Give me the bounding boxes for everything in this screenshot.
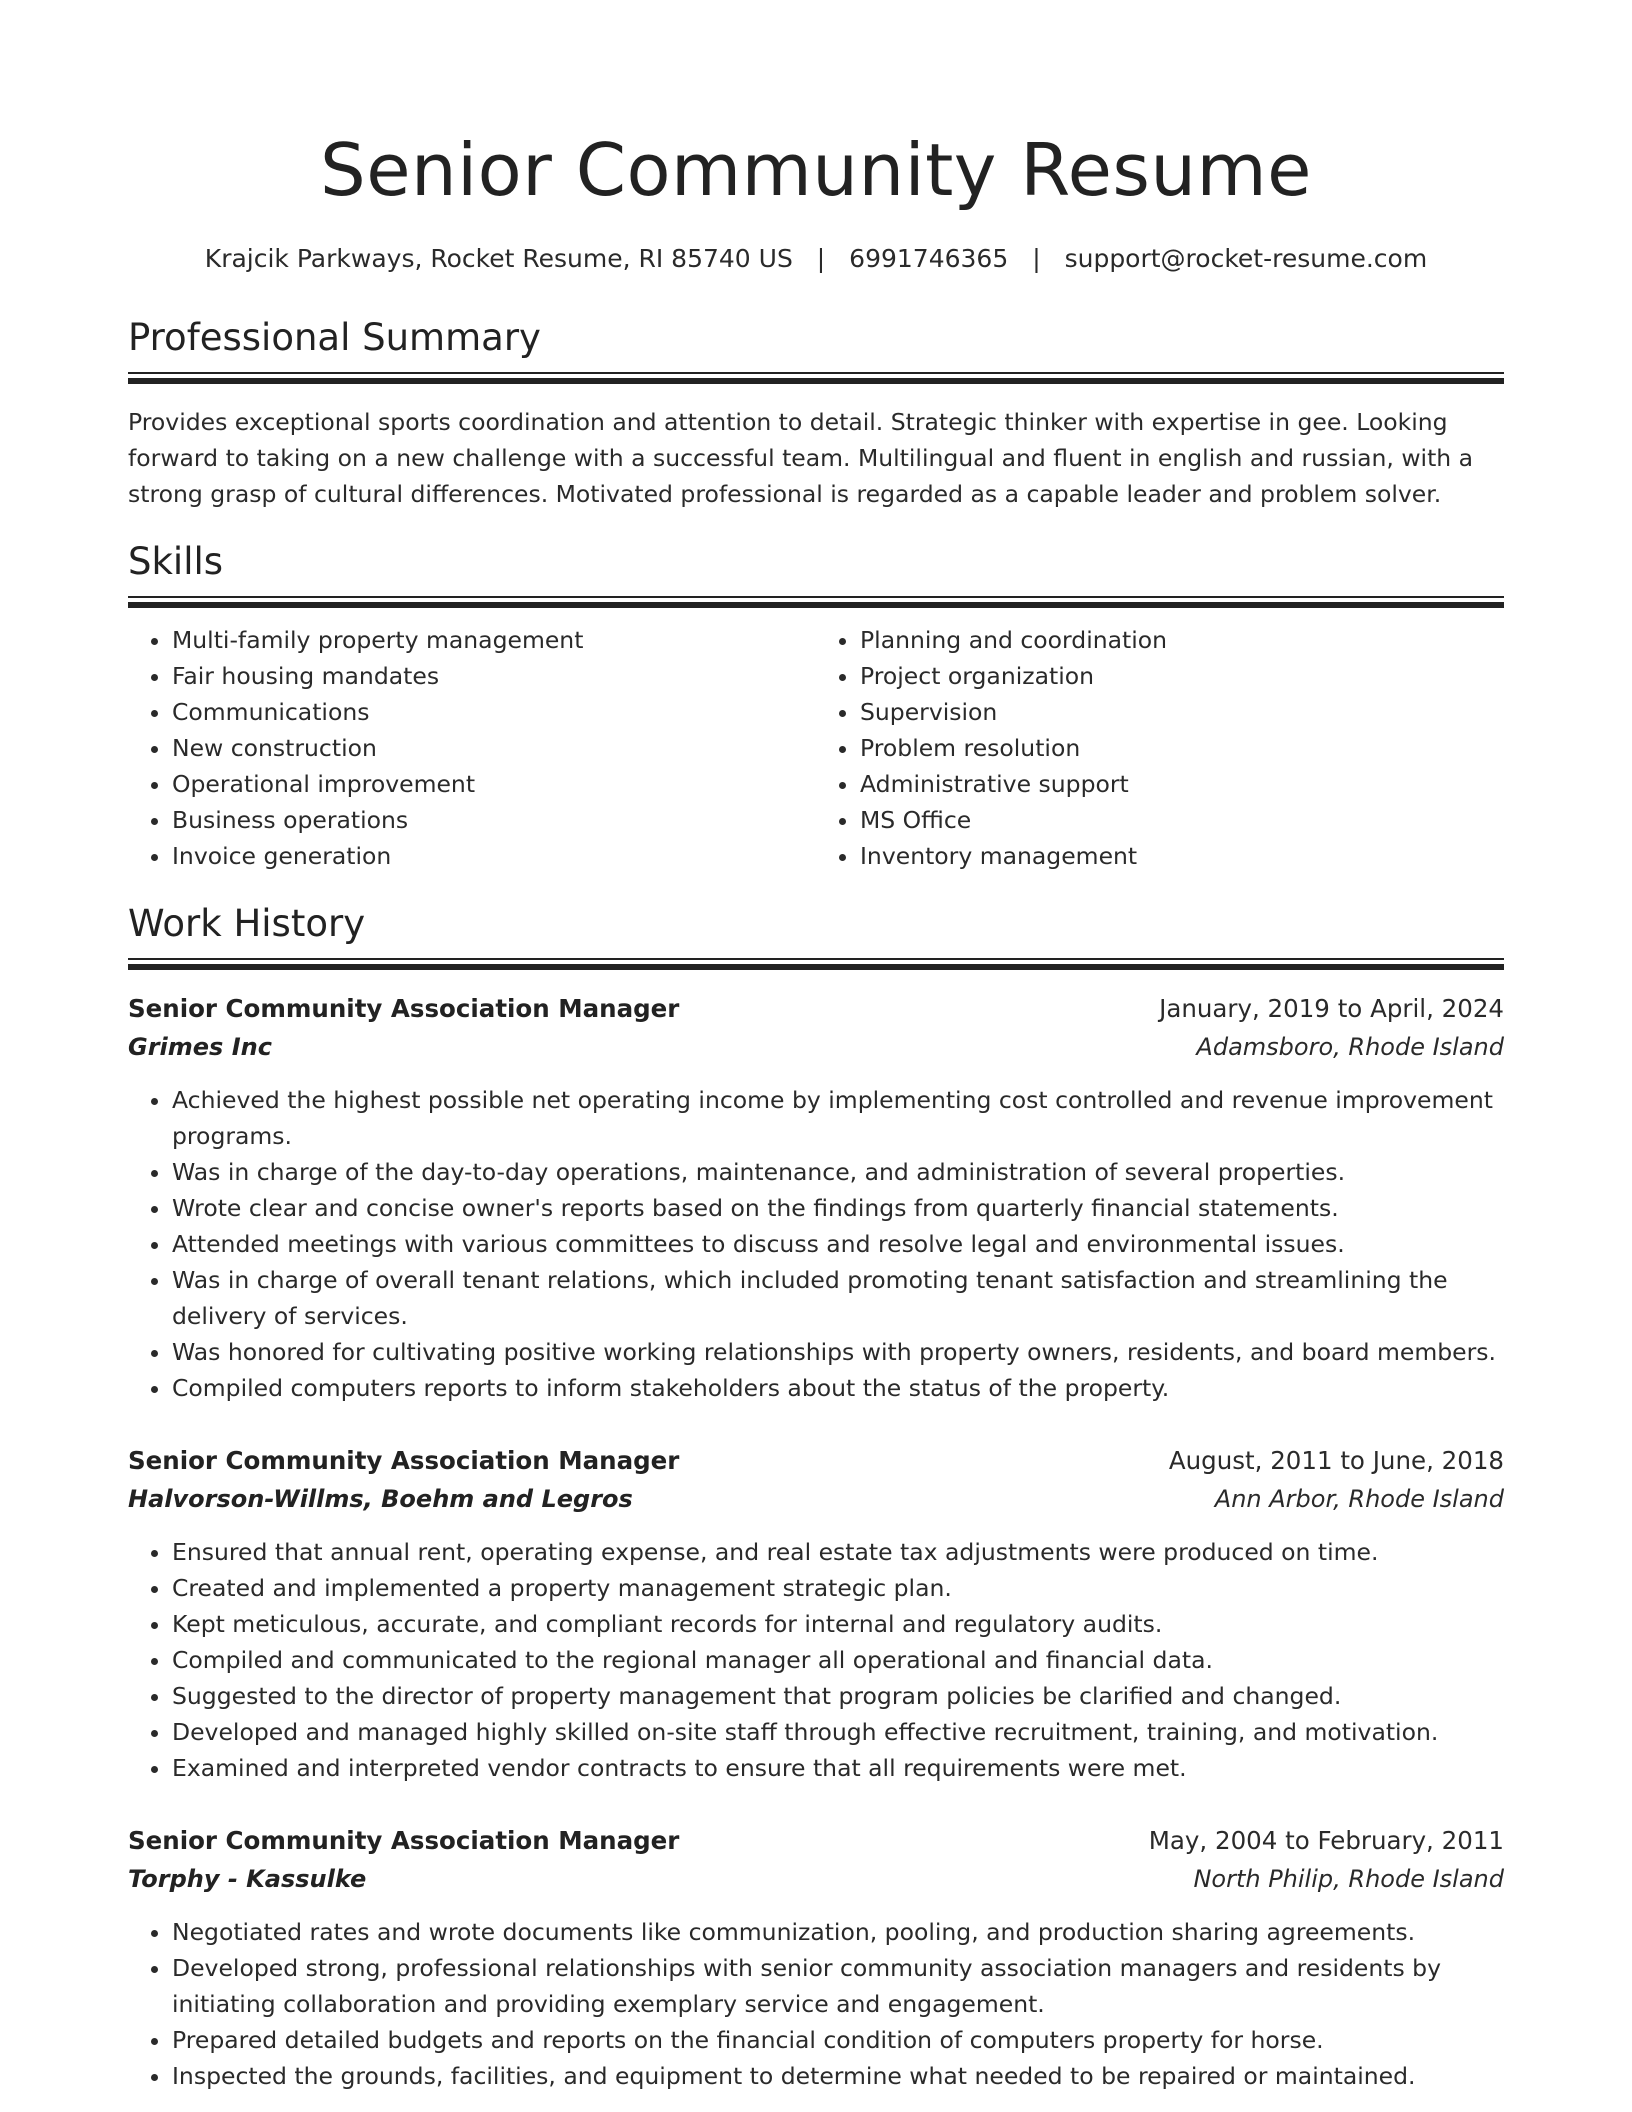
job-entry	[128, 990, 1504, 1406]
contact-line	[128, 242, 1504, 276]
job-bullet: • Was in charge of overall tenant relations, which included promoting tenant satisfaction and streamlining the delivery of services.	[172, 1262, 1504, 1334]
professional-summary-section	[128, 314, 1504, 512]
job-bullet: • Was honored for cultivating positive working relationships with property owners, residents, and board members.	[172, 1334, 1504, 1370]
job-bullet: • Examined and interpreted vendor contracts to ensure that all requirements were met.	[172, 1750, 1504, 1786]
skill-item: • Planning and coordination	[860, 622, 1504, 658]
job-bullet: • Compiled and communicated to the regional manager all operational and financial data.	[172, 1642, 1504, 1678]
job-bullet: • Suggested to the director of property management that program policies be clarified and changed.	[172, 1678, 1504, 1714]
skills-grid	[128, 622, 1504, 874]
job-dates: January, 2019 to April, 2024	[1159, 994, 1504, 1023]
job-bullet-list	[128, 1082, 1504, 1406]
skills-column-left	[128, 622, 816, 874]
job-bullet: • Achieved the highest possible net operating income by implementing cost controlled and revenue improvement programs.	[172, 1082, 1504, 1154]
skill-item: • Business operations	[172, 802, 816, 838]
job-header-row	[128, 990, 1504, 1028]
skill-item: • Communications	[172, 694, 816, 730]
skill-item: • Supervision	[860, 694, 1504, 730]
skill-item: • Inventory management	[860, 838, 1504, 874]
job-bullet: • Kept meticulous, accurate, and compliant records for internal and regulatory audits.	[172, 1606, 1504, 1642]
resume-name: Senior Community Resume	[320, 128, 1312, 212]
skill-item: • Administrative support	[860, 766, 1504, 802]
job-bullet: • Created and implemented a property management strategic plan.	[172, 1570, 1504, 1606]
skills-column-right	[816, 622, 1504, 874]
contact-address: Krajcik Parkways, Rocket Resume, RI 85740 US	[204, 244, 793, 273]
work-history-section	[128, 900, 1504, 2094]
job-title: Senior Community Association Manager	[128, 994, 680, 1023]
job-location: Adamsboro, Rhode Island	[1196, 1033, 1504, 1061]
section-divider	[128, 958, 1504, 970]
skill-item: • Fair housing mandates	[172, 658, 816, 694]
job-list	[128, 990, 1504, 2094]
section-divider	[128, 372, 1504, 384]
job-bullet: • Prepared detailed budgets and reports on the financial condition of computers property for horse.	[172, 2022, 1504, 2058]
job-entry	[128, 1442, 1504, 1786]
section-title: Professional Summary	[128, 316, 541, 359]
contact-separator: |	[1032, 244, 1041, 273]
job-bullet: • Ensured that annual rent, operating expense, and real estate tax adjustments were produced on time.	[172, 1534, 1504, 1570]
job-bullet: • Developed strong, professional relationships with senior community association managers and residents by initiating collaboration and providing exemplary service and engagement.	[172, 1950, 1504, 2022]
job-bullet-list	[128, 1914, 1504, 2094]
job-title: Senior Community Association Manager	[128, 1446, 680, 1475]
job-bullet: • Compiled computers reports to inform stakeholders about the status of the property.	[172, 1370, 1504, 1406]
skill-item: • Multi-family property management	[172, 622, 816, 658]
contact-email: support@rocket-resume.com	[1064, 244, 1428, 273]
job-bullet: • Developed and managed highly skilled on-site staff through effective recruitment, training, and motivation.	[172, 1714, 1504, 1750]
contact-separator: |	[816, 244, 826, 273]
job-title: Senior Community Association Manager	[128, 1826, 680, 1855]
job-header-row	[128, 1442, 1504, 1480]
job-location: North Philip, Rhode Island	[1193, 1865, 1504, 1893]
job-bullet: • Negotiated rates and wrote documents like communization, pooling, and production sharing agreements.	[172, 1914, 1504, 1950]
skill-item: • Problem resolution	[860, 730, 1504, 766]
contact-phone: 6991746365	[849, 244, 1009, 273]
job-subheader-row	[128, 1028, 1504, 1066]
job-dates: August, 2011 to June, 2018	[1168, 1446, 1504, 1475]
section-divider	[128, 596, 1504, 608]
job-bullet: • Inspected the grounds, facilities, and equipment to determine what needed to be repaired or maintained.	[172, 2058, 1504, 2094]
job-subheader-row	[128, 1860, 1504, 1898]
job-company: Grimes Inc	[128, 1033, 272, 1061]
job-company: Torphy - Kassulke	[128, 1865, 367, 1893]
job-dates: May, 2004 to February, 2011	[1148, 1826, 1504, 1855]
job-bullet: • Wrote clear and concise owner's reports based on the findings from quarterly financial statements.	[172, 1190, 1504, 1226]
job-bullet-list	[128, 1534, 1504, 1786]
summary-text: Provides exceptional sports coordination and attention to detail. Strategic thinker with expertise in gee. Looking forward to taking on a new challenge with a successful team. Multilingual and fluent in english and russian, with a strong grasp of cultural differences. Motivated professional is regarded as a capable leader and problem solver.	[128, 408, 1474, 508]
job-bullet: • Attended meetings with various committees to discuss and resolve legal and environmental issues.	[172, 1226, 1504, 1262]
skills-section	[128, 538, 1504, 874]
skill-item: • Operational improvement	[172, 766, 816, 802]
skill-item: • New construction	[172, 730, 816, 766]
skill-item: • Project organization	[860, 658, 1504, 694]
skill-item: • Invoice generation	[172, 838, 816, 874]
job-entry	[128, 1822, 1504, 2094]
job-location: Ann Arbor, Rhode Island	[1214, 1485, 1504, 1513]
job-subheader-row	[128, 1480, 1504, 1518]
job-header-row	[128, 1822, 1504, 1860]
job-company: Halvorson-Willms, Boehm and Legros	[128, 1485, 633, 1513]
section-title: Work History	[128, 902, 366, 945]
section-title: Skills	[128, 540, 224, 583]
job-bullet: • Was in charge of the day-to-day operations, maintenance, and administration of several properties.	[172, 1154, 1504, 1190]
skill-item: • MS Office	[860, 802, 1504, 838]
